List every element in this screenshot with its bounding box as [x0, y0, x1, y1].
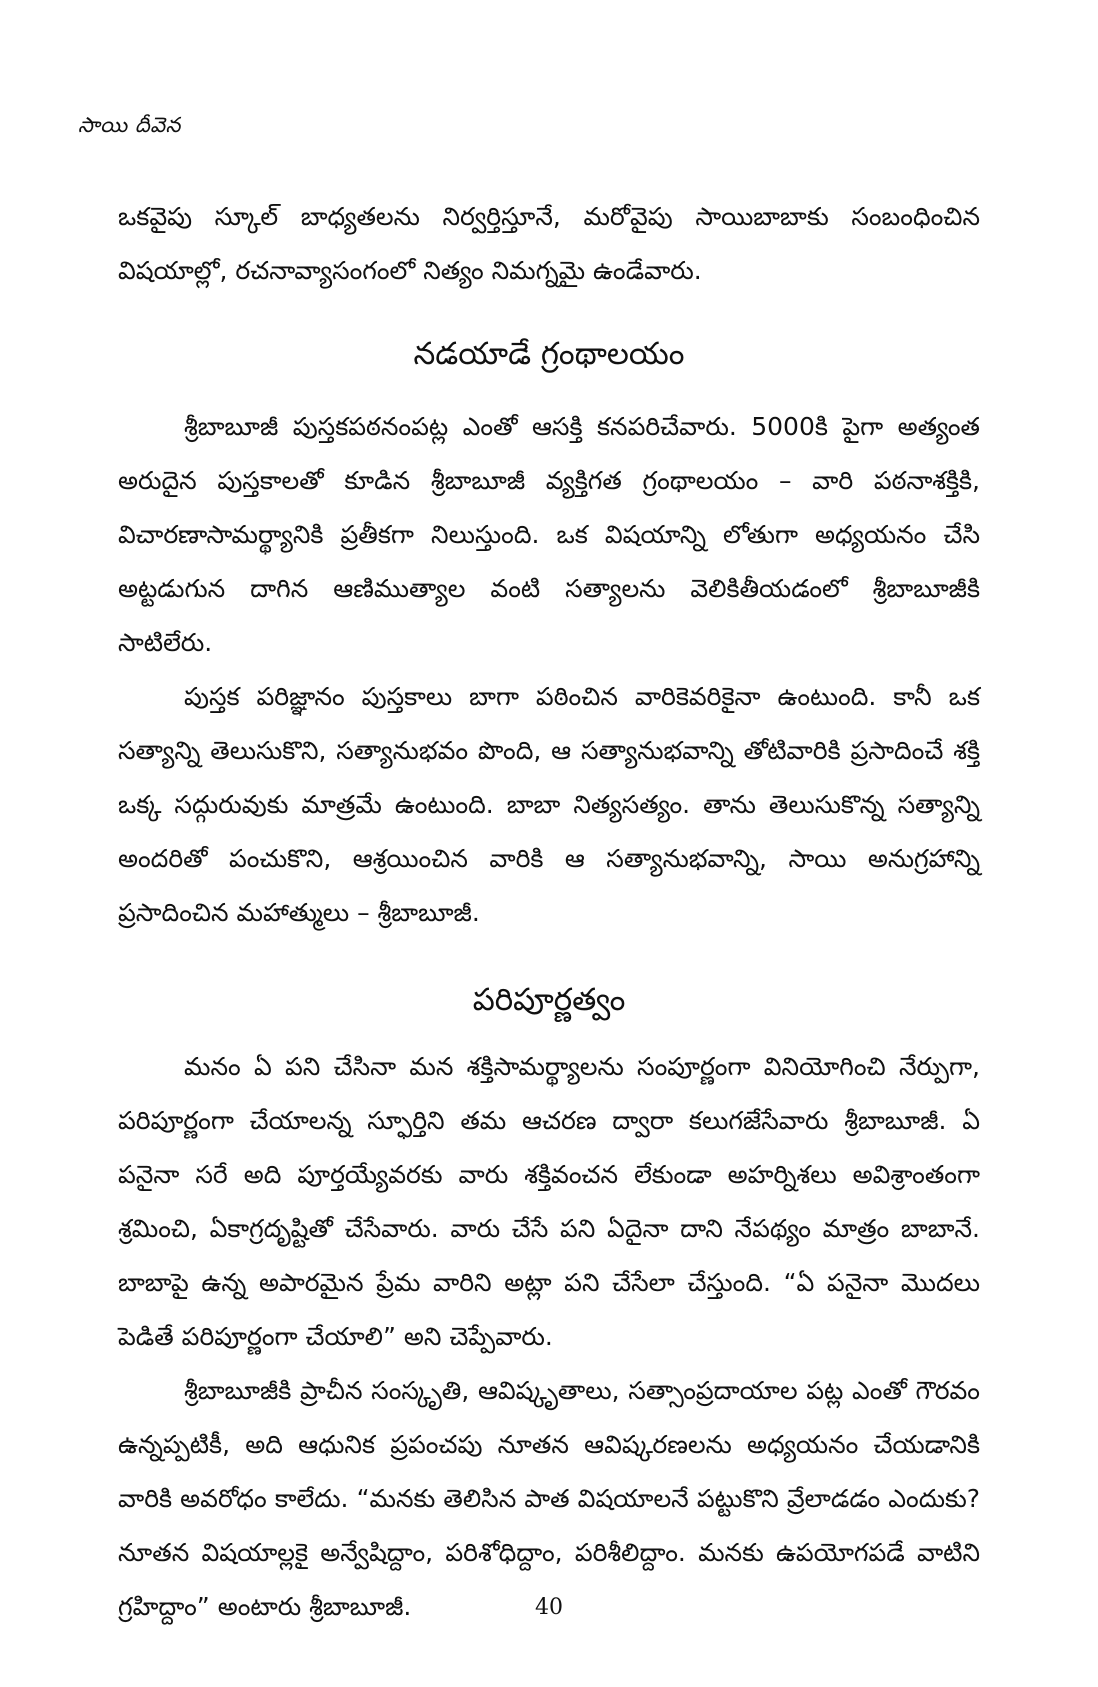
- paragraph-perfection-1: మనం ఏ పని చేసినా మన శక్తిసామర్థ్యాలను సంపూర్ణంగా వినియోగించి నేర్పుగా, పరిపూర్ణంగా చేయాలన్న స్ఫూర్తిని తమ ఆచరణ ద్వారా కలుగజేసేవారు శ్రీబాబూజీ. ఏ పనైనా సరే అది పూర్తయ్యేవరకు వారు శక్తివంచన లేకుండా అహర్నిశలు అవిశ్రాంతంగా శ్రమించి, ఏకాగ్రదృష్టితో చేసేవారు. వారు చేసే పని ఏదైనా దాని నేపథ్యం మాత్రం బాబానే. బాబాపై ఉన్న అపారమైన ప్రేమ వారిని అట్లా పని చేసేలా చేస్తుంది. “ఏ పనైనా మొదలు పెడితే పరిపూర్ణంగా చేయాలి” అని చెప్పేవారు.: [118, 1052, 980, 1351]
- page-number: 40: [535, 1595, 563, 1620]
- section-heading-perfection: పరిపూర్ణత్వం: [472, 982, 626, 1018]
- paragraph-library-2: పుస్తక పరిజ్ఞానం పుస్తకాలు బాగా పఠించిన వారికెవరికైనా ఉంటుంది. కానీ ఒక సత్యాన్ని తెలుసుకొని, సత్యానుభవం పొంది, ఆ సత్యానుభవాన్ని తోటివారికి ప్రసాదించే శక్తి ఒక్క సద్గురువుకు మాత్రమే ఉంటుంది. బాబా నిత్యసత్యం. తాను తెలుసుకొన్న సత్యాన్ని అందరితో పంచుకొని, ఆశ్రయించిన వారికి ఆ సత్యానుభవాన్ని, సాయి అనుగ్రహాన్ని ప్రసాదించిన మహాత్ములు – శ్రీబాబూజీ.: [118, 682, 980, 927]
- running-head: సాయి దీవెన: [78, 113, 181, 137]
- intro-paragraph: ఒకవైపు స్కూల్ బాధ్యతలను నిర్వర్తిస్తూనే, మరోవైపు సాయిబాబాకు సంబంధించిన విషయాల్లో, రచనావ్యాసంగంలో నిత్యం నిమగ్నమై ఉండేవారు.: [118, 202, 980, 285]
- paragraph-library-1: శ్రీబాబూజీ పుస్తకపఠనంపట్ల ఎంతో ఆసక్తి కనపరిచేవారు. 5000కి పైగా అత్యంత అరుదైన పుస్తకాలతో కూడిన శ్రీబాబూజీ వ్యక్తిగత గ్రంథాలయం – వారి పఠనాశక్తికి, విచారణాసామర్థ్యానికి ప్రతీకగా నిలుస్తుంది. ఒక విషయాన్ని లోతుగా అధ్యయనం చేసి అట్టడుగున దాగిన ఆణిముత్యాల వంటి సత్యాలను వెలికితీయడంలో శ్రీబాబూజీకి సాటిలేరు.: [118, 412, 980, 657]
- body-text: [118, 190, 980, 1634]
- section-heading-library: నడయాడే గ్రంథాలయం: [413, 336, 685, 372]
- paragraph-perfection-2: శ్రీబాబూజీకి ప్రాచీన సంస్కృతి, ఆవిష్కృతాలు, సత్సాంప్రదాయాల పట్ల ఎంతో గౌరవం ఉన్నప్పటికీ, అది ఆధునిక ప్రపంచపు నూతన ఆవిష్కరణలను అధ్యయనం చేయడానికి వారికి అవరోధం కాలేదు. “మనకు తెలిసిన పాత విషయాలనే పట్టుకొని వ్రేలాడడం ఎందుకు? నూతన విషయాల్లకై అన్వేషిద్దాం, పరిశోధిద్దాం, పరిశీలిద్దాం. మనకు ఉపయోగపడే వాటిని గ్రహిద్దాం” అంటారు శ్రీబాబూజీ.: [118, 1376, 980, 1621]
